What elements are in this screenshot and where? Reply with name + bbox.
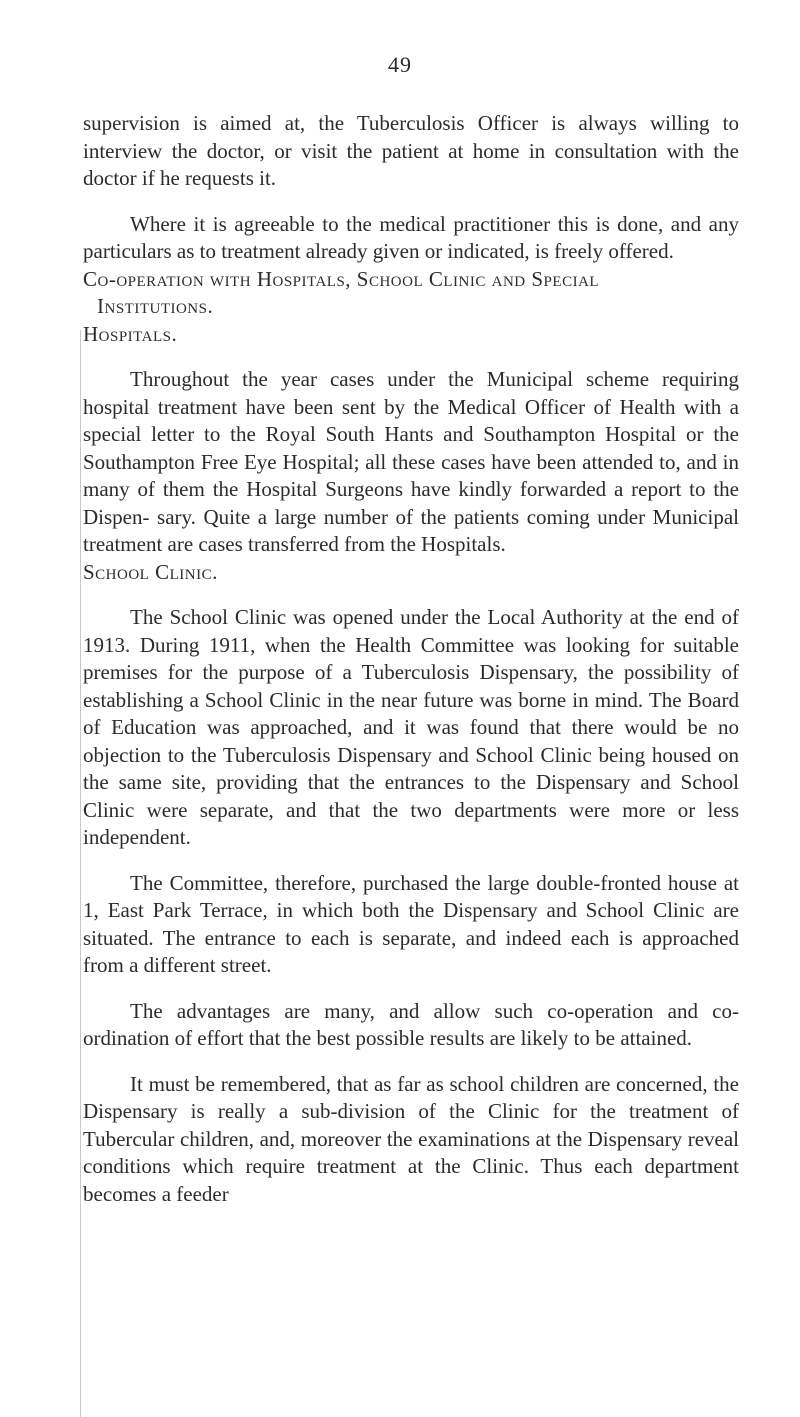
- paragraph-supervision: supervision is aimed at, the Tuberculosis Officer is always willing to interview the doctor, or visit the patient at home in consultation with the doctor if he requests it.: [83, 111, 739, 190]
- subheading-school-clinic: School Clinic.: [83, 559, 218, 584]
- paragraph-east-park-terrace: The Committee, therefore, purchased the large double-fronted house at 1, East Park Terrace, in which both the Dispensary and School Clinic are situated. The entrance to each is separate, and indeed each is approached from a different street.: [83, 870, 739, 977]
- paragraph-sub-division: It must be remembered, that as far as school children are concerned, the Dispensary is really a sub-division of the Clinic for the treatment of Tubercular children, and, moreover the examinations at the Dispensary reveal conditions which require treatment at the Clinic. Thus each department becomes a feeder: [83, 1071, 739, 1206]
- paragraph-advantages: The advantages are many, and allow such co-operation and co-ordination of effort that the best possible results are likely to be attained.: [83, 998, 739, 1050]
- section-heading-co-operation: [83, 266, 739, 321]
- section-heading-line-2: Institutions.: [97, 294, 214, 318]
- section-heading-line-1: Co-operation with Hospitals, School Clinic and Special: [83, 266, 600, 291]
- page-number: 49: [388, 52, 412, 77]
- page-body: [83, 110, 739, 1208]
- paragraph-hospitals: Throughout the year cases under the Municipal scheme requiring hospital treatment have been sent by the Medical Officer of Health with a special letter to the Royal South Hants and Southampton Hospital or the Southampton Free Eye Hospital; all these cases have been attended to, and in many of them the Hospital Surgeons have kindly forwarded a report to the Dispen- sary. Quite a large number of the patients coming under Municipal treatment are cases transferred from the Hospitals.: [83, 367, 739, 556]
- paragraph-agreeable: Where it is agreeable to the medical practitioner this is done, and any particulars as to treatment already given or indicated, is freely offered.: [83, 211, 739, 263]
- subheading-hospitals: Hospitals.: [83, 321, 178, 346]
- paragraph-school-clinic-opened: The School Clinic was opened under the Local Authority at the end of 1913. During 1911, when the Health Committee was looking for suitable premises for the purpose of a Tuberculosis Dispensary, the possibility of establishing a School Clinic in the near future was borne in mind. The Board of Education was approached, and it was found that there would be no objection to the Tuberculosis Dispensary and School Clinic being housed on the same site, providing that the entrances to the Dispensary and School Clinic were separate, and that the two departments were more or less independent.: [83, 605, 739, 849]
- page-binding-edge: [80, 330, 81, 1417]
